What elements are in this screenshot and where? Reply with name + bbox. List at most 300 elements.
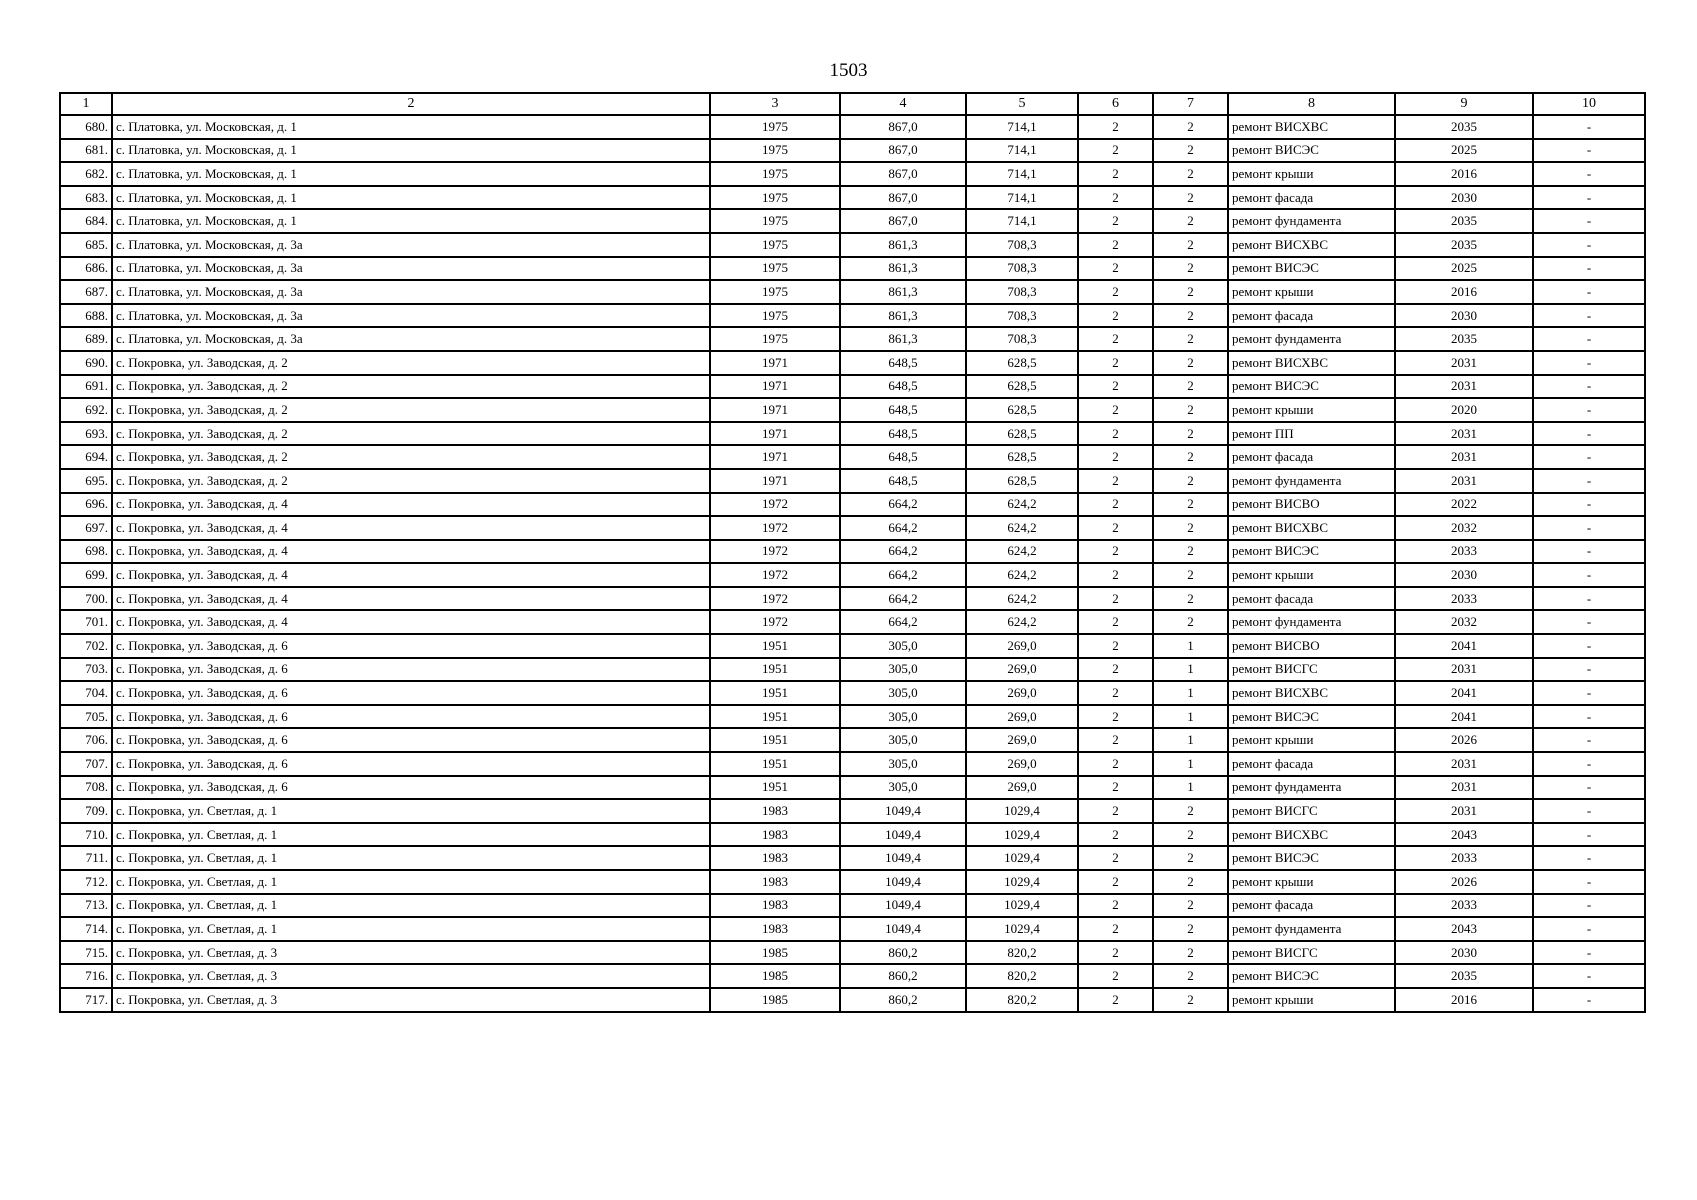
table-row [60,327,1645,351]
living-area-cell: 708,3 [966,327,1078,351]
row-number: 694. [60,445,112,469]
work-type-cell: ремонт ВИСХВС [1228,351,1395,375]
year-cell: 1972 [710,563,840,587]
planned-year-cell: 2031 [1395,445,1533,469]
planned-year-cell: 2016 [1395,988,1533,1012]
address-cell: с. Платовка, ул. Московская, д. 1 [112,186,710,210]
work-type-cell: ремонт крыши [1228,162,1395,186]
entrances-cell: 2 [1153,988,1228,1012]
floors-cell: 2 [1078,209,1153,233]
work-type-cell: ремонт фасада [1228,587,1395,611]
entrances-cell: 2 [1153,351,1228,375]
total-area-cell: 1049,4 [840,823,966,847]
column-header: 9 [1395,93,1533,115]
planned-year-cell: 2031 [1395,752,1533,776]
living-area-cell: 708,3 [966,280,1078,304]
total-area-cell: 305,0 [840,728,966,752]
table-row [60,988,1645,1012]
entrances-cell: 2 [1153,257,1228,281]
floors-cell: 2 [1078,540,1153,564]
note-cell: - [1533,752,1645,776]
table-row [60,658,1645,682]
entrances-cell: 2 [1153,846,1228,870]
entrances-cell: 2 [1153,186,1228,210]
work-type-cell: ремонт ВИСВО [1228,634,1395,658]
row-number: 715. [60,941,112,965]
year-cell: 1972 [710,516,840,540]
planned-year-cell: 2030 [1395,941,1533,965]
living-area-cell: 269,0 [966,752,1078,776]
row-number: 703. [60,658,112,682]
address-cell: с. Покровка, ул. Заводская, д. 6 [112,681,710,705]
year-cell: 1983 [710,823,840,847]
total-area-cell: 867,0 [840,162,966,186]
row-number: 710. [60,823,112,847]
living-area-cell: 820,2 [966,964,1078,988]
year-cell: 1985 [710,964,840,988]
living-area-cell: 624,2 [966,610,1078,634]
floors-cell: 2 [1078,917,1153,941]
total-area-cell: 648,5 [840,445,966,469]
year-cell: 1971 [710,398,840,422]
table-row [60,233,1645,257]
entrances-cell: 1 [1153,658,1228,682]
table-row [60,634,1645,658]
year-cell: 1972 [710,493,840,517]
floors-cell: 2 [1078,280,1153,304]
work-type-cell: ремонт ВИСЭС [1228,540,1395,564]
work-type-cell: ремонт ВИСЭС [1228,705,1395,729]
address-cell: с. Покровка, ул. Светлая, д. 1 [112,799,710,823]
table-row [60,705,1645,729]
year-cell: 1975 [710,327,840,351]
entrances-cell: 2 [1153,469,1228,493]
note-cell: - [1533,917,1645,941]
row-number: 712. [60,870,112,894]
floors-cell: 2 [1078,516,1153,540]
table-row [60,516,1645,540]
entrances-cell: 2 [1153,587,1228,611]
note-cell: - [1533,280,1645,304]
work-type-cell: ремонт ВИСВО [1228,493,1395,517]
floors-cell: 2 [1078,752,1153,776]
note-cell: - [1533,327,1645,351]
work-type-cell: ремонт крыши [1228,728,1395,752]
living-area-cell: 624,2 [966,493,1078,517]
table-row [60,186,1645,210]
note-cell: - [1533,658,1645,682]
address-cell: с. Покровка, ул. Заводская, д. 2 [112,422,710,446]
address-cell: с. Платовка, ул. Московская, д. 1 [112,139,710,163]
total-area-cell: 648,5 [840,422,966,446]
planned-year-cell: 2030 [1395,186,1533,210]
work-type-cell: ремонт ВИСХВС [1228,115,1395,139]
row-number: 690. [60,351,112,375]
living-area-cell: 714,1 [966,139,1078,163]
row-number: 711. [60,846,112,870]
row-number: 692. [60,398,112,422]
year-cell: 1951 [710,681,840,705]
note-cell: - [1533,846,1645,870]
total-area-cell: 1049,4 [840,799,966,823]
planned-year-cell: 2035 [1395,233,1533,257]
address-cell: с. Покровка, ул. Светлая, д. 3 [112,941,710,965]
planned-year-cell: 2026 [1395,728,1533,752]
address-cell: с. Покровка, ул. Светлая, д. 1 [112,894,710,918]
note-cell: - [1533,139,1645,163]
address-cell: с. Покровка, ул. Светлая, д. 1 [112,846,710,870]
address-cell: с. Покровка, ул. Заводская, д. 6 [112,776,710,800]
address-cell: с. Платовка, ул. Московская, д. 3а [112,304,710,328]
total-area-cell: 305,0 [840,776,966,800]
work-type-cell: ремонт фасада [1228,445,1395,469]
living-area-cell: 624,2 [966,587,1078,611]
planned-year-cell: 2031 [1395,351,1533,375]
note-cell: - [1533,776,1645,800]
floors-cell: 2 [1078,139,1153,163]
living-area-cell: 1029,4 [966,917,1078,941]
work-type-cell: ремонт ВИСГС [1228,941,1395,965]
floors-cell: 2 [1078,941,1153,965]
address-cell: с. Покровка, ул. Заводская, д. 2 [112,469,710,493]
year-cell: 1985 [710,941,840,965]
row-number: 702. [60,634,112,658]
living-area-cell: 820,2 [966,941,1078,965]
row-number: 699. [60,563,112,587]
living-area-cell: 269,0 [966,681,1078,705]
note-cell: - [1533,469,1645,493]
floors-cell: 2 [1078,115,1153,139]
living-area-cell: 714,1 [966,115,1078,139]
note-cell: - [1533,186,1645,210]
note-cell: - [1533,233,1645,257]
total-area-cell: 664,2 [840,610,966,634]
row-number: 686. [60,257,112,281]
floors-cell: 2 [1078,162,1153,186]
row-number: 696. [60,493,112,517]
entrances-cell: 2 [1153,540,1228,564]
floors-cell: 2 [1078,563,1153,587]
living-area-cell: 624,2 [966,516,1078,540]
table-row [60,964,1645,988]
floors-cell: 2 [1078,610,1153,634]
living-area-cell: 714,1 [966,162,1078,186]
year-cell: 1951 [710,776,840,800]
work-type-cell: ремонт фасада [1228,186,1395,210]
planned-year-cell: 2043 [1395,823,1533,847]
living-area-cell: 708,3 [966,304,1078,328]
table-row [60,681,1645,705]
address-cell: с. Покровка, ул. Заводская, д. 6 [112,728,710,752]
entrances-cell: 2 [1153,610,1228,634]
year-cell: 1951 [710,705,840,729]
work-type-cell: ремонт ВИСХВС [1228,233,1395,257]
work-type-cell: ремонт фундамента [1228,776,1395,800]
table-row [60,540,1645,564]
work-type-cell: ремонт ВИСГС [1228,799,1395,823]
row-number: 708. [60,776,112,800]
work-type-cell: ремонт ВИСЭС [1228,139,1395,163]
address-cell: с. Платовка, ул. Московская, д. 1 [112,162,710,186]
planned-year-cell: 2041 [1395,705,1533,729]
floors-cell: 2 [1078,445,1153,469]
entrances-cell: 2 [1153,162,1228,186]
floors-cell: 2 [1078,327,1153,351]
address-cell: с. Покровка, ул. Светлая, д. 1 [112,917,710,941]
total-area-cell: 305,0 [840,658,966,682]
address-cell: с. Покровка, ул. Заводская, д. 4 [112,493,710,517]
floors-cell: 2 [1078,988,1153,1012]
total-area-cell: 861,3 [840,327,966,351]
row-number: 682. [60,162,112,186]
planned-year-cell: 2031 [1395,776,1533,800]
floors-cell: 2 [1078,964,1153,988]
table-row [60,493,1645,517]
entrances-cell: 2 [1153,375,1228,399]
living-area-cell: 269,0 [966,776,1078,800]
entrances-cell: 1 [1153,728,1228,752]
floors-cell: 2 [1078,422,1153,446]
living-area-cell: 269,0 [966,728,1078,752]
table-row [60,610,1645,634]
entrances-cell: 2 [1153,280,1228,304]
address-cell: с. Платовка, ул. Московская, д. 3а [112,327,710,351]
total-area-cell: 305,0 [840,634,966,658]
note-cell: - [1533,705,1645,729]
year-cell: 1951 [710,634,840,658]
note-cell: - [1533,681,1645,705]
floors-cell: 2 [1078,398,1153,422]
work-type-cell: ремонт ПП [1228,422,1395,446]
work-type-cell: ремонт ВИСЭС [1228,846,1395,870]
year-cell: 1972 [710,540,840,564]
address-cell: с. Платовка, ул. Московская, д. 3а [112,233,710,257]
total-area-cell: 860,2 [840,941,966,965]
work-type-cell: ремонт крыши [1228,870,1395,894]
floors-cell: 2 [1078,257,1153,281]
total-area-cell: 861,3 [840,280,966,304]
year-cell: 1972 [710,610,840,634]
entrances-cell: 1 [1153,776,1228,800]
entrances-cell: 2 [1153,304,1228,328]
living-area-cell: 1029,4 [966,823,1078,847]
total-area-cell: 1049,4 [840,846,966,870]
note-cell: - [1533,964,1645,988]
floors-cell: 2 [1078,799,1153,823]
work-type-cell: ремонт ВИСЭС [1228,257,1395,281]
year-cell: 1951 [710,658,840,682]
living-area-cell: 624,2 [966,563,1078,587]
note-cell: - [1533,587,1645,611]
year-cell: 1975 [710,233,840,257]
table-body [60,115,1645,1012]
total-area-cell: 867,0 [840,139,966,163]
total-area-cell: 867,0 [840,186,966,210]
table-row [60,587,1645,611]
entrances-cell: 2 [1153,799,1228,823]
year-cell: 1975 [710,162,840,186]
planned-year-cell: 2035 [1395,209,1533,233]
row-number: 693. [60,422,112,446]
planned-year-cell: 2030 [1395,563,1533,587]
year-cell: 1971 [710,445,840,469]
floors-cell: 2 [1078,681,1153,705]
table-row [60,823,1645,847]
column-header: 3 [710,93,840,115]
floors-cell: 2 [1078,823,1153,847]
work-type-cell: ремонт фасада [1228,752,1395,776]
planned-year-cell: 2031 [1395,422,1533,446]
work-type-cell: ремонт фундамента [1228,469,1395,493]
work-type-cell: ремонт фундамента [1228,327,1395,351]
entrances-cell: 2 [1153,964,1228,988]
table-row [60,469,1645,493]
address-cell: с. Покровка, ул. Светлая, д. 1 [112,823,710,847]
entrances-cell: 2 [1153,493,1228,517]
total-area-cell: 861,3 [840,233,966,257]
year-cell: 1975 [710,209,840,233]
total-area-cell: 1049,4 [840,870,966,894]
column-header: 4 [840,93,966,115]
total-area-cell: 664,2 [840,516,966,540]
row-number: 716. [60,964,112,988]
row-number: 698. [60,540,112,564]
table-row [60,752,1645,776]
living-area-cell: 1029,4 [966,894,1078,918]
address-cell: с. Покровка, ул. Заводская, д. 2 [112,398,710,422]
entrances-cell: 2 [1153,327,1228,351]
address-cell: с. Покровка, ул. Заводская, д. 4 [112,540,710,564]
note-cell: - [1533,493,1645,517]
row-number: 701. [60,610,112,634]
work-type-cell: ремонт ВИСХВС [1228,516,1395,540]
entrances-cell: 2 [1153,823,1228,847]
planned-year-cell: 2035 [1395,964,1533,988]
planned-year-cell: 2026 [1395,870,1533,894]
column-header: 1 [60,93,112,115]
note-cell: - [1533,115,1645,139]
row-number: 713. [60,894,112,918]
year-cell: 1972 [710,587,840,611]
year-cell: 1975 [710,186,840,210]
floors-cell: 2 [1078,493,1153,517]
planned-year-cell: 2031 [1395,799,1533,823]
header-row [60,93,1645,115]
living-area-cell: 269,0 [966,658,1078,682]
living-area-cell: 628,5 [966,422,1078,446]
planned-year-cell: 2033 [1395,894,1533,918]
row-number: 714. [60,917,112,941]
floors-cell: 2 [1078,469,1153,493]
floors-cell: 2 [1078,634,1153,658]
column-header: 8 [1228,93,1395,115]
planned-year-cell: 2041 [1395,634,1533,658]
planned-year-cell: 2031 [1395,658,1533,682]
column-header: 7 [1153,93,1228,115]
note-cell: - [1533,257,1645,281]
planned-year-cell: 2041 [1395,681,1533,705]
floors-cell: 2 [1078,233,1153,257]
row-number: 687. [60,280,112,304]
address-cell: с. Платовка, ул. Московская, д. 3а [112,280,710,304]
total-area-cell: 648,5 [840,398,966,422]
living-area-cell: 1029,4 [966,870,1078,894]
address-cell: с. Покровка, ул. Заводская, д. 4 [112,587,710,611]
entrances-cell: 2 [1153,398,1228,422]
floors-cell: 2 [1078,894,1153,918]
table-row [60,398,1645,422]
work-type-cell: ремонт ВИСЭС [1228,375,1395,399]
row-number: 709. [60,799,112,823]
entrances-cell: 2 [1153,516,1228,540]
row-number: 717. [60,988,112,1012]
note-cell: - [1533,563,1645,587]
year-cell: 1975 [710,115,840,139]
row-number: 689. [60,327,112,351]
row-number: 695. [60,469,112,493]
floors-cell: 2 [1078,304,1153,328]
table-row [60,162,1645,186]
table-row [60,917,1645,941]
note-cell: - [1533,728,1645,752]
row-number: 691. [60,375,112,399]
living-area-cell: 628,5 [966,445,1078,469]
living-area-cell: 708,3 [966,233,1078,257]
entrances-cell: 1 [1153,752,1228,776]
living-area-cell: 708,3 [966,257,1078,281]
address-cell: с. Покровка, ул. Заводская, д. 2 [112,351,710,375]
floors-cell: 2 [1078,846,1153,870]
floors-cell: 2 [1078,658,1153,682]
note-cell: - [1533,398,1645,422]
table-row [60,799,1645,823]
row-number: 684. [60,209,112,233]
note-cell: - [1533,351,1645,375]
address-cell: с. Покровка, ул. Заводская, д. 6 [112,634,710,658]
total-area-cell: 664,2 [840,587,966,611]
address-cell: с. Покровка, ул. Светлая, д. 3 [112,964,710,988]
planned-year-cell: 2025 [1395,257,1533,281]
entrances-cell: 2 [1153,209,1228,233]
planned-year-cell: 2020 [1395,398,1533,422]
entrances-cell: 2 [1153,941,1228,965]
total-area-cell: 664,2 [840,493,966,517]
work-type-cell: ремонт фасада [1228,894,1395,918]
address-cell: с. Покровка, ул. Светлая, д. 3 [112,988,710,1012]
table-row [60,351,1645,375]
table-row [60,870,1645,894]
note-cell: - [1533,894,1645,918]
total-area-cell: 860,2 [840,964,966,988]
row-number: 697. [60,516,112,540]
floors-cell: 2 [1078,728,1153,752]
work-type-cell: ремонт крыши [1228,988,1395,1012]
address-cell: с. Покровка, ул. Заводская, д. 6 [112,752,710,776]
planned-year-cell: 2031 [1395,469,1533,493]
work-type-cell: ремонт ВИСЭС [1228,964,1395,988]
work-type-cell: ремонт ВИСХВС [1228,823,1395,847]
living-area-cell: 269,0 [966,705,1078,729]
work-type-cell: ремонт ВИСХВС [1228,681,1395,705]
living-area-cell: 628,5 [966,375,1078,399]
year-cell: 1971 [710,351,840,375]
planned-year-cell: 2033 [1395,587,1533,611]
year-cell: 1975 [710,257,840,281]
total-area-cell: 664,2 [840,540,966,564]
entrances-cell: 2 [1153,563,1228,587]
work-type-cell: ремонт фундамента [1228,610,1395,634]
table-row [60,257,1645,281]
